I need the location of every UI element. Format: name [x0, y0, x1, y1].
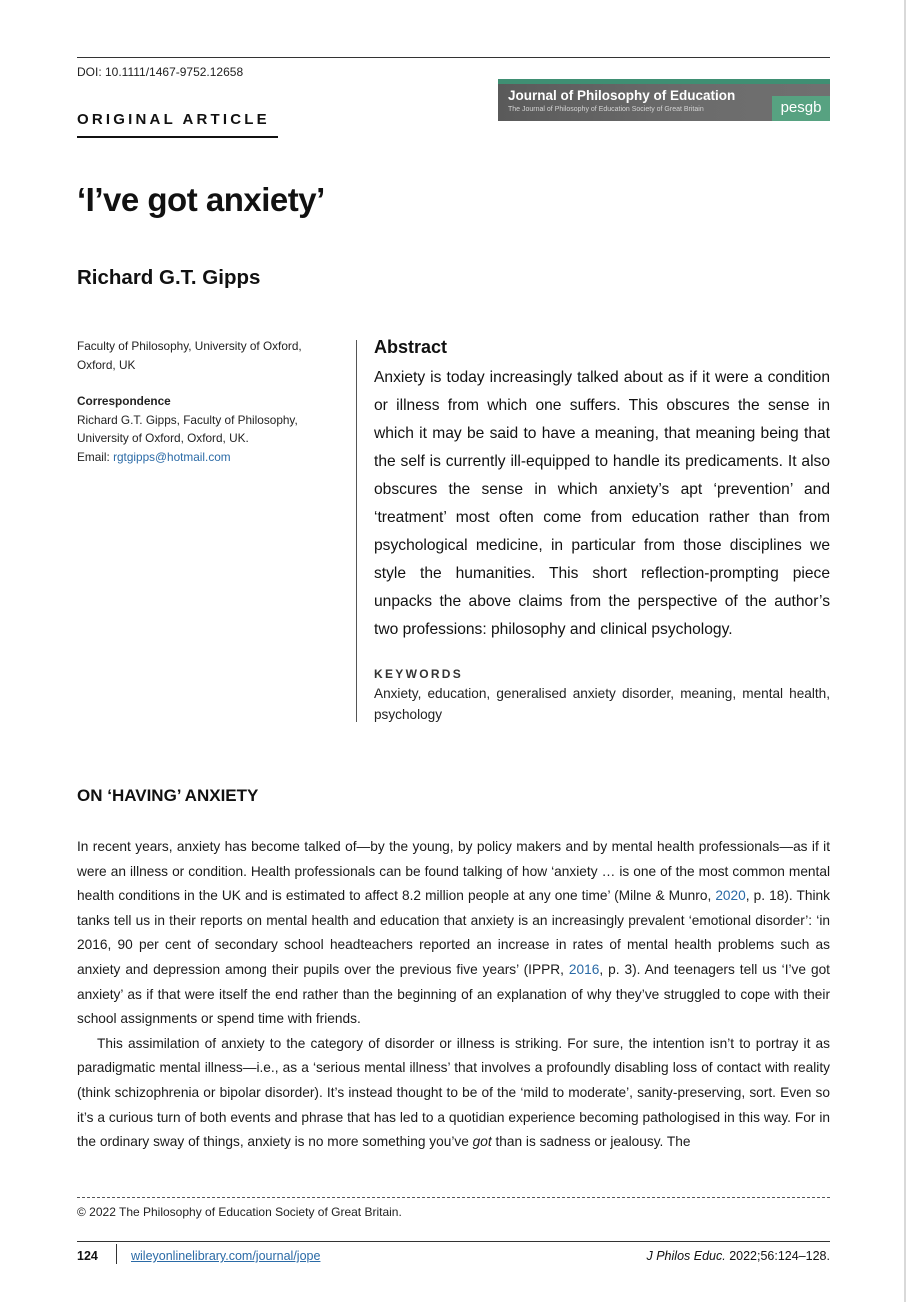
article-type-underline [77, 136, 278, 138]
banner-stripe [498, 79, 830, 84]
paragraph-2-part-b: than is sadness or jealousy. The [491, 1134, 691, 1150]
email-line [77, 448, 339, 467]
header-rule [77, 57, 830, 58]
emphasis-got: got [472, 1134, 492, 1150]
journal-title: Journal of Philosophy of Education [508, 88, 736, 103]
article-type: ORIGINAL ARTICLE [77, 111, 270, 128]
section-heading: ON ‘HAVING’ ANXIETY [77, 786, 259, 805]
correspondence-address: Richard G.T. Gipps, Faculty of Philosophy, University of Oxford, Oxford, UK. [77, 412, 298, 445]
footer-separator [116, 1244, 117, 1264]
citation-link-2016[interactable]: 2016 [568, 961, 600, 977]
paragraph-1-part-a: In recent years, anxiety has become talked of—by the young, by policy makers and by mental health professionals—as if it were an illness or condition. Health professionals can be found talking of how ‘anxiety … is one of the most common mental health conditions in the UK and is estimated to affect 8.2 million people at any one time’ (Milne & Munro, [77, 839, 830, 904]
citation-details: 2022;56:124–128. [725, 1249, 830, 1263]
body-text [77, 835, 830, 1155]
affiliation: Faculty of Philosophy, University of Oxford, Oxford, UK [77, 339, 302, 372]
paragraph-1-part-b: , p. 18). Think tanks tell us in their reports on mental health and education that anxiety is an increasingly prevalent ‘emotional disorder’: ‘in 2016, 90 per cent of secondary school headteachers reported an increase in rates of mental health problems such as anxiety and depression among their pupils over the previous five years’ (IPPR, [77, 888, 830, 977]
doi: DOI: 10.1111/1467-9752.12658 [77, 65, 244, 79]
journal-banner [498, 79, 830, 121]
citation-link-2020[interactable]: 2020 [715, 888, 746, 904]
article-title: ‘I’ve got anxiety’ [77, 181, 325, 218]
footer-rule [77, 1241, 830, 1242]
abstract-text: Anxiety is today increasingly talked about as if it were a condition or illness from which one suffers. This obscures the sense in which it may be said to have a meaning, that meaning being that the self is currently ill-equipped to handle its predicaments. It also obscures the sense in which anxiety’s apt ‘prevention’ and ‘treatment’ most often come from education rather than from psychological medicine, in particular from those disciplines we style the humanities. This short reflection-prompting piece unpacks the above claims from the perspective of the author’s two professions: philosophy and clinical psychology. [374, 369, 830, 638]
paragraph-2-part-a: This assimilation of anxiety to the category of disorder or illness is striking. For sure, the intention isn’t to portray it as paradigmatic mental illness—i.e., as a ‘serious mental illness’ that involves a profoundly disabling loss of contact with reality (think schizophrenia or bipolar disorder). It’s instead thought to be of the ‘mild to moderate’, sanity-preserving, sort. Even so it’s a curious turn of both events and phrase that has led to a quotidian experience becoming pathologised in this way. For in the ordinary sway of things, anxiety is no more something you’ve [77, 1035, 830, 1150]
author-info [77, 337, 339, 466]
author-name: Richard G.T. Gipps [77, 266, 261, 289]
copyright: © 2022 The Philosophy of Education Society of Great Britain. [77, 1205, 402, 1219]
journal-citation [647, 1249, 831, 1263]
citation-journal: J Philos Educ. [646, 1249, 726, 1263]
email-label: Email: [77, 449, 114, 464]
keywords-heading: KEYWORDS [374, 667, 464, 681]
paragraph-1 [77, 835, 830, 1032]
paragraph-2 [77, 1032, 830, 1155]
column-divider [356, 340, 357, 722]
correspondence-heading: Correspondence [77, 394, 171, 408]
journal-site-link[interactable]: wileyonlinelibrary.com/journal/jope [131, 1249, 321, 1263]
keywords-text: Anxiety, education, generalised anxiety disorder, meaning, mental health, psychology [374, 686, 830, 722]
pesgb-logo: pesgb [772, 96, 830, 121]
page-number: 124 [77, 1249, 98, 1263]
paragraph-1-part-c: , p. 3). And teenagers tell us ‘I’ve got anxiety’ as if that were itself the end rather than the beginning of an explanation of why they’ve struggled to cope with their school assignments or spend time with friends. [77, 961, 830, 1027]
abstract-heading: Abstract [374, 337, 448, 357]
email-link[interactable]: rgtgipps@hotmail.com [113, 449, 231, 464]
journal-subtitle: The Journal of Philosophy of Education Society of Great Britain [508, 106, 704, 113]
footnote-divider [77, 1197, 830, 1198]
